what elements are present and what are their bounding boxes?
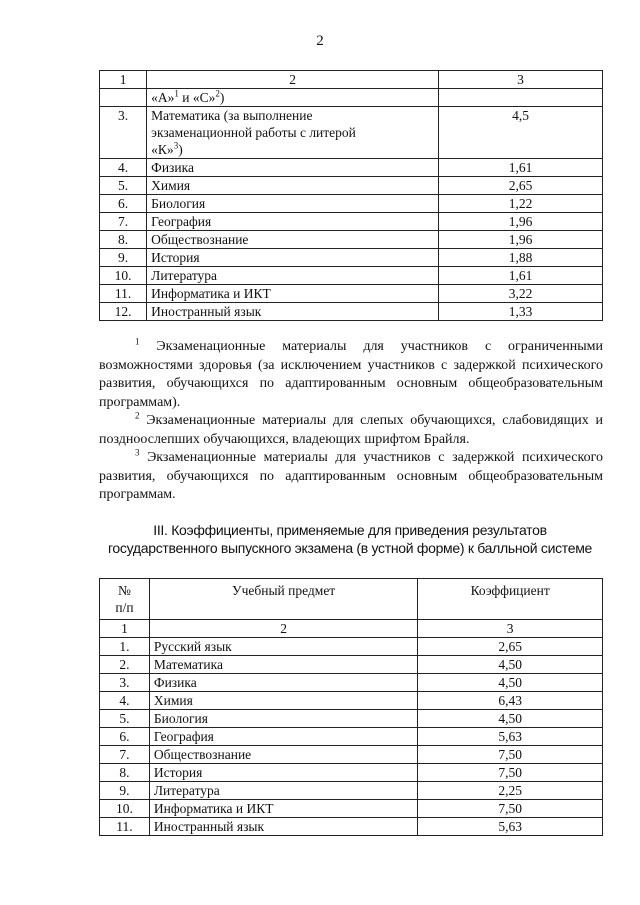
row-number: 6. (100, 195, 147, 213)
row-number: 4. (100, 692, 150, 710)
value-cell: 5,63 (418, 818, 603, 836)
value-cell: 4,50 (418, 674, 603, 692)
value-cell: 3,22 (439, 285, 603, 303)
table-row (100, 177, 603, 195)
footnote: $^3$ Экзаменационные материалы для участников с задержкой психического развития, обучающихся по адаптированным основным общеобразовательным программам. (99, 447, 603, 502)
value-cell: 2,65 (439, 177, 603, 195)
subject-cell: Физика (149, 674, 417, 692)
col-index-3: 3 (439, 71, 603, 89)
subject-cell: География (149, 728, 417, 746)
subject-cell: Математика (149, 656, 417, 674)
subject-cell: Обществознание (149, 746, 417, 764)
page-number: 2 (316, 33, 324, 49)
value-cell: 1,96 (439, 231, 603, 249)
row-number: 5. (100, 710, 150, 728)
value-cell: 1,61 (439, 267, 603, 285)
subject-cell: Биология (149, 710, 417, 728)
subject-cell: Информатика и ИКТ (149, 800, 417, 818)
row-number: 5. (100, 177, 147, 195)
table-row (100, 782, 603, 800)
table-header-row (100, 579, 603, 620)
row-number: 4. (100, 159, 147, 177)
continuation-cell: «А»$^1$ и «С»$^2$) (147, 89, 439, 107)
row-number: 12. (100, 303, 147, 321)
value-cell: 4,50 (418, 710, 603, 728)
value-cell: 4,50 (418, 656, 603, 674)
row-number: 7. (100, 213, 147, 231)
row-number: 11. (100, 285, 147, 303)
table-row (100, 638, 603, 656)
row-number: 3. (100, 107, 147, 159)
subject-cell: Математика (за выполнение экзаменационной работы с литерой «К»$^3$) (147, 107, 439, 159)
row-number: 10. (100, 267, 147, 285)
table-row (100, 692, 603, 710)
value-cell: 7,50 (418, 800, 603, 818)
subject-cell: Русский язык (149, 638, 417, 656)
value-cell: 5,63 (418, 728, 603, 746)
value-cell: 7,50 (418, 746, 603, 764)
subject-cell: Информатика и ИКТ (147, 285, 439, 303)
row-number: 6. (100, 728, 150, 746)
row-number: 10. (100, 800, 150, 818)
subject-cell: Обществознание (147, 231, 439, 249)
footnote: $^1$ Экзаменационные материалы для участников с ограниченными возможностями здоровья (за исключением участников с задержкой психического развития, обучающихся по адаптированным основным общеобразовательным программам). (99, 336, 603, 410)
subject-cell: Литература (149, 782, 417, 800)
table-row (100, 213, 603, 231)
table-row (100, 674, 603, 692)
row-number: 8. (100, 231, 147, 249)
row-number: 9. (100, 249, 147, 267)
table-row (100, 249, 603, 267)
table-header-row (100, 71, 603, 89)
table-row (100, 89, 603, 107)
table-row (100, 285, 603, 303)
subject-cell: Химия (149, 692, 417, 710)
col-index-1: 1 (100, 71, 147, 89)
table-row (100, 656, 603, 674)
col-coefficient-header: Коэффициент (418, 579, 603, 620)
col-subject-header: Учебный предмет (149, 579, 417, 620)
coefficients-table-continued (99, 70, 603, 321)
table-row (100, 746, 603, 764)
col-number-header: № п/п (100, 579, 150, 620)
value-cell: 1,96 (439, 213, 603, 231)
table-row (100, 764, 603, 782)
subject-cell: Литература (147, 267, 439, 285)
table-row (100, 267, 603, 285)
subject-cell: Физика (147, 159, 439, 177)
section-title: III. Коэффициенты, применяемые для приведения результатов государственного выпускного экзамена (в устной форме) к балльной системе (107, 522, 593, 556)
row-number: 9. (100, 782, 150, 800)
table-body (100, 159, 603, 321)
subject-cell: Химия (147, 177, 439, 195)
value-cell: 1,33 (439, 303, 603, 321)
value-cell: 4,5 (439, 107, 603, 159)
footnotes (99, 338, 603, 505)
subject-cell: Иностранный язык (147, 303, 439, 321)
table-row (100, 710, 603, 728)
row-number: 11. (100, 818, 150, 836)
row-number: 8. (100, 764, 150, 782)
table-row (100, 231, 603, 249)
row-number: 3. (100, 674, 150, 692)
table-body (100, 638, 603, 836)
row-number: 1. (100, 638, 150, 656)
oral-exam-coefficients-table (99, 578, 603, 836)
col-index-2: 2 (147, 71, 439, 89)
value-cell: 1,61 (439, 159, 603, 177)
subject-cell: Иностранный язык (149, 818, 417, 836)
row-number: 2. (100, 656, 150, 674)
table-row (100, 195, 603, 213)
value-cell: 2,65 (418, 638, 603, 656)
table-row (100, 800, 603, 818)
table-row (100, 159, 603, 177)
subject-cell: История (149, 764, 417, 782)
table-row (100, 728, 603, 746)
table-row (100, 818, 603, 836)
subject-cell: География (147, 213, 439, 231)
value-cell: 1,88 (439, 249, 603, 267)
value-cell: 2,25 (418, 782, 603, 800)
table-row (100, 303, 603, 321)
value-cell: 1,22 (439, 195, 603, 213)
value-cell: 6,43 (418, 692, 603, 710)
row-number: 7. (100, 746, 150, 764)
table-row (100, 107, 603, 159)
table-index-row: 1 2 3 (100, 620, 603, 638)
footnote: $^2$ Экзаменационные материалы для слепых обучающихся, слабовидящих и поздноослепших обучающихся, владеющих шрифтом Брайля. (99, 410, 603, 447)
subject-cell: Биология (147, 195, 439, 213)
value-cell: 7,50 (418, 764, 603, 782)
subject-cell: История (147, 249, 439, 267)
